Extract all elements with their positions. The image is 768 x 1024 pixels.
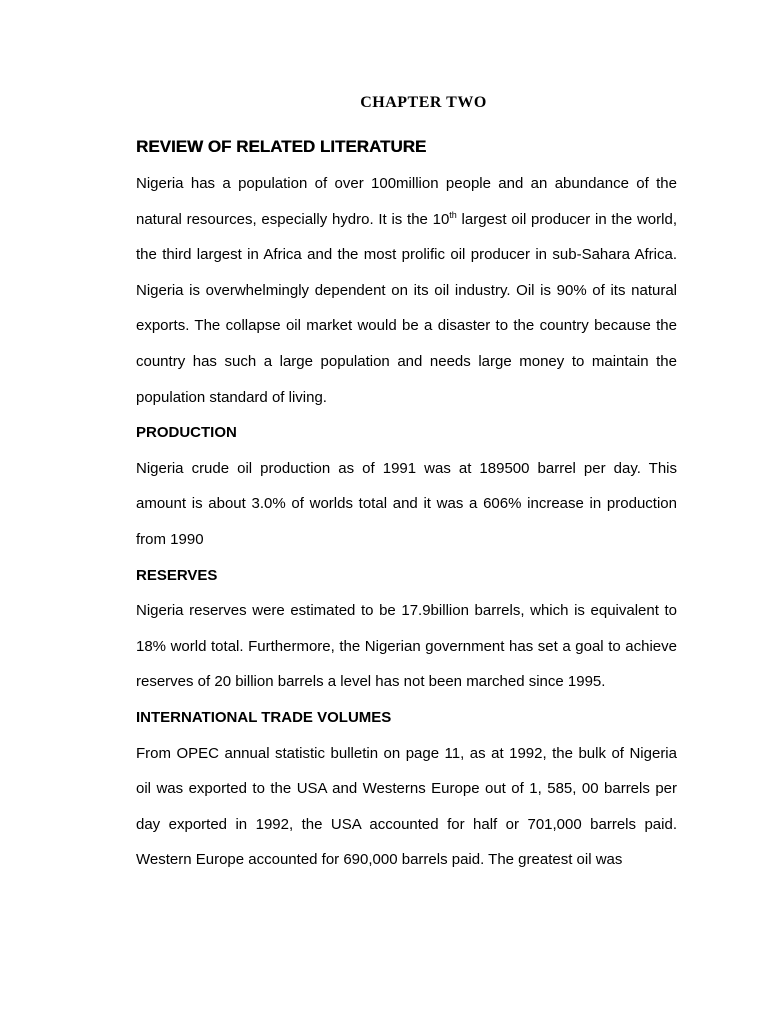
main-heading: REVIEW OF RELATED LITERATURE [136, 137, 427, 156]
intro-paragraph [136, 166, 677, 415]
intro-text-part1: Nigeria has a population of over 100million people and an abundance of the natural resources, especially hydro. It is the 10 [136, 175, 677, 228]
page-content [136, 90, 677, 878]
chapter-title: CHAPTER TWO [360, 94, 487, 111]
intro-text-part2: largest oil producer in the world, the third largest in Africa and the most prolific oil producer in sub-Sahara Africa. Nigeria is overwhelmingly dependent on its oil industry. Oil is 90% of its natural exports. The collapse oil market would be a disaster to the country because the country has such a large population and needs large money to maintain the population standard of living. [136, 210, 677, 406]
section-heading-production: PRODUCTION [136, 424, 237, 442]
production-paragraph: Nigeria crude oil production as of 1991 was at 189500 barrel per day. This amount is about 3.0% of worlds total and it was a 606% increase in production from 1990 [136, 459, 677, 548]
reserves-paragraph: Nigeria reserves were estimated to be 17.9billion barrels, which is equivalent to 18% world total. Furthermore, the Nigerian government has set a goal to achieve reserves of 20 billion barrels a level has not been marched since 1995. [136, 602, 677, 691]
trade-paragraph: From OPEC annual statistic bulletin on page 11, as at 1992, the bulk of Nigeria oil was exported to the USA and Westerns Europe out of 1, 585, 00 barrels per day exported in 1992, the USA accounted for half or 701,000 barrels paid. Western Europe accounted for 690,000 barrels paid. The greatest oil was [136, 744, 677, 869]
section-heading-reserves: RESERVES [136, 566, 218, 584]
section-heading-trade: INTERNATIONAL TRADE VOLUMES [136, 708, 392, 726]
ordinal-superscript: th [449, 209, 457, 220]
